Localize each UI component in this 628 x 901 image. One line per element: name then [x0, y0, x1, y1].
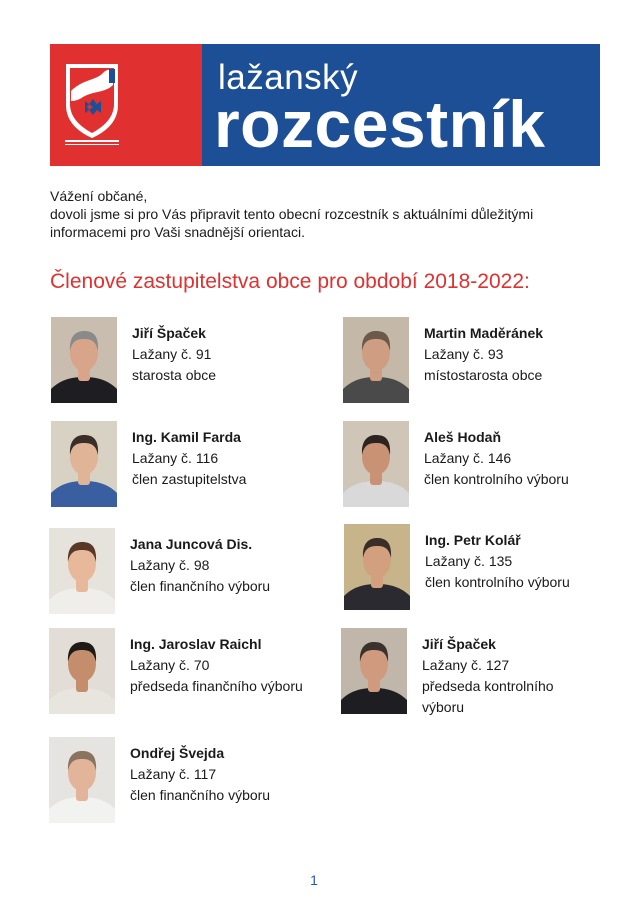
member-role: člen kontrolního výboru: [425, 574, 570, 590]
coat-of-arms-icon: [63, 61, 121, 145]
intro-greeting: Vážení občané,: [50, 188, 148, 204]
member-address: Lažany č. 117: [130, 766, 217, 782]
member-name: Jiří Špaček: [422, 636, 496, 652]
member-name: Jiří Špaček: [132, 325, 206, 341]
member-photo: [341, 628, 407, 714]
member-info: [130, 634, 320, 697]
member-role: místostarosta obce: [424, 367, 543, 383]
member-name: Ondřej Švejda: [130, 745, 225, 761]
member-info: [425, 530, 615, 593]
intro-text: [50, 187, 610, 241]
member-address: Lažany č. 98: [130, 557, 210, 573]
member-address: Lažany č. 127: [422, 657, 510, 673]
member-address: Lažany č. 146: [424, 450, 512, 466]
member-role: člen zastupitelstva: [132, 471, 247, 487]
member-address: Lažany č. 135: [425, 553, 513, 569]
member-photo: [49, 737, 115, 823]
member-photo: [343, 317, 409, 403]
member-role: člen finančního výboru: [130, 578, 271, 594]
logo-panel: [50, 44, 202, 166]
member-name: Jana Juncová Dis.: [130, 536, 253, 552]
member-info: [132, 427, 322, 490]
member-photo: [49, 528, 115, 614]
member-address: Lažany č. 91: [132, 346, 212, 362]
member-info: [132, 323, 322, 386]
member-role: člen finančního výboru: [130, 787, 271, 803]
member-info: [424, 427, 614, 490]
member-role: předseda finančního výboru: [130, 678, 303, 694]
member-info: [422, 634, 612, 718]
member-name: Ing. Kamil Farda: [132, 429, 241, 445]
page-number: 1: [310, 872, 318, 888]
intro-line: informacemi pro Vaši snadnější orientaci.: [50, 224, 305, 240]
member-info: [130, 743, 320, 806]
member-name: Ing. Petr Kolář: [425, 532, 521, 548]
member-name: Ing. Jaroslav Raichl: [130, 636, 262, 652]
member-info: [424, 323, 614, 386]
member-role: člen kontrolního výboru: [424, 471, 569, 487]
member-name: Aleš Hodaň: [424, 429, 502, 445]
member-photo: [343, 421, 409, 507]
member-name: Martin Maděránek: [424, 325, 544, 341]
brand-title-small: lažanský: [218, 58, 359, 97]
intro-line: dovoli jsme si pro Vás připravit tento obecní rozcestník s aktuálními důležitými: [50, 206, 534, 222]
member-address: Lažany č. 116: [132, 450, 219, 466]
member-photo: [49, 628, 115, 714]
member-role: předseda kontrolního výboru: [422, 678, 554, 715]
member-photo: [344, 524, 410, 610]
member-address: Lažany č. 70: [130, 657, 210, 673]
header-banner: [50, 44, 600, 166]
member-photo: [51, 317, 117, 403]
member-role: starosta obce: [132, 367, 217, 383]
member-photo: [51, 421, 117, 507]
brand-title-big: rozcestník: [214, 87, 546, 161]
member-address: Lažany č. 93: [424, 346, 504, 362]
member-info: [130, 534, 320, 597]
section-heading: Členové zastupitelstva obce pro období 2018-2022:: [50, 270, 530, 293]
